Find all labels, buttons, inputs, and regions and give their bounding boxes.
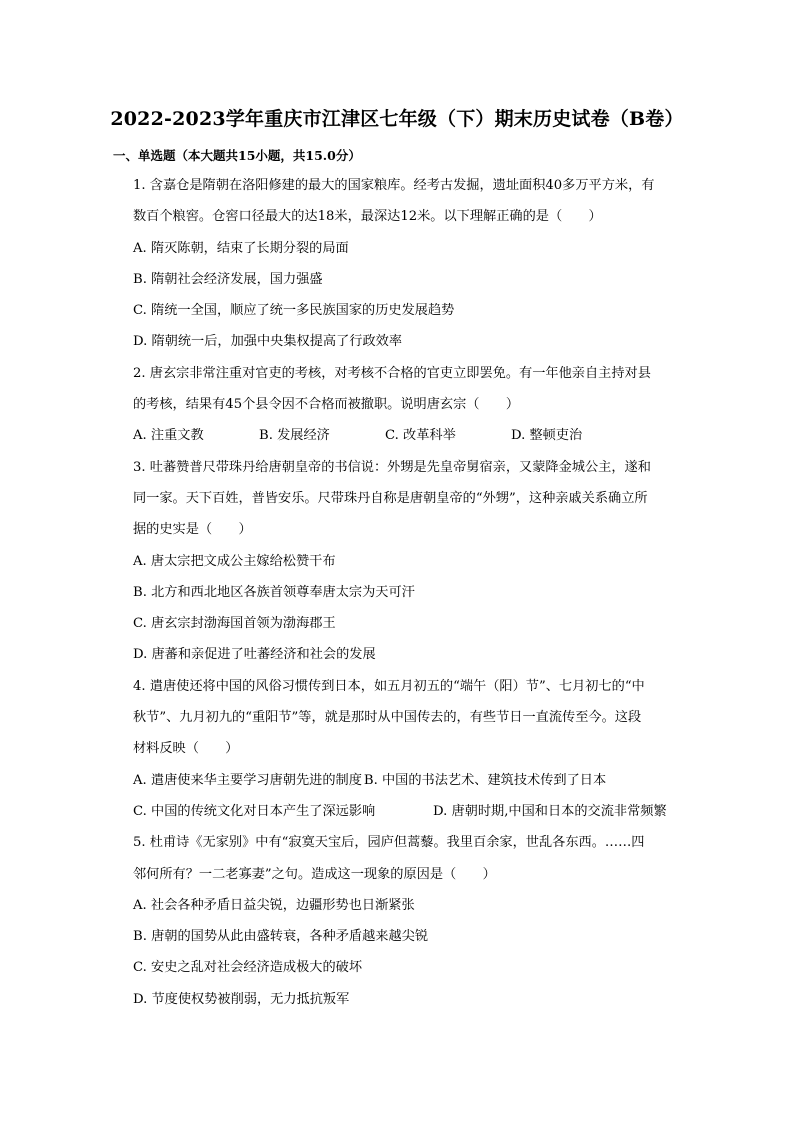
option-b: B. 中国的书法艺术、建筑技术传到了日本 <box>363 772 607 788</box>
option-c: C. 隋统一全国，顺应了统一多民族国家的历史发展趋势 <box>133 303 455 319</box>
question-text-line: 的考核，结果有45个县令因不合格而被撤职。说明唐玄宗（ ） <box>133 397 520 413</box>
question-text-line: 4. 遣唐使还将中国的风俗习惯传到日本，如五月初五的“端午（阳）节”、七月初七的“中 <box>133 678 645 694</box>
option-row <box>133 765 693 796</box>
question-1 <box>133 170 693 358</box>
question-text-line: 同一家。天下百姓，普皆安乐。尺带珠丹自称是唐朝皇帝的“外甥”，这种亲戚关系确立所 <box>133 490 648 506</box>
option-c: C. 中国的传统文化对日本产生了深远影响 <box>133 803 376 819</box>
question-text-line: 3. 吐蕃赞普尺带珠丹给唐朝皇帝的书信说：外甥是先皇帝舅宿亲，又蒙降金城公主，遂和 <box>133 459 651 475</box>
option-a: A. 唐太宗把文成公主嫁给松赞干布 <box>133 553 336 569</box>
question-4 <box>133 671 693 827</box>
option-b: B. 隋朝社会经济发展，国力强盛 <box>133 271 323 287</box>
question-text-line: 材料反映（ ） <box>133 741 239 757</box>
option-a: A. 社会各种矛盾日益尖锐，边疆形势也日渐紧张 <box>133 897 415 913</box>
option-d: D. 节度使权势被削弱，无力抵抗叛军 <box>133 991 350 1007</box>
option-a: A. 注重文教 <box>133 428 204 444</box>
option-d: D. 隋朝统一后，加强中央集权提高了行政效率 <box>133 334 403 350</box>
option-row <box>133 796 693 827</box>
option-d: D. 唐蕃和亲促进了吐蕃经济和社会的发展 <box>133 647 376 663</box>
question-text-line: 据的史实是（ ） <box>133 522 252 538</box>
question-text-line: 5. 杜甫诗《无家别》中有“寂寞天宝后，园庐但蒿藜。我里百余家，世乱各东西。……四 <box>133 835 645 851</box>
option-a: A. 遣唐使来华主要学习唐朝先进的制度 <box>133 772 362 788</box>
question-3 <box>133 452 693 671</box>
question-text-line: 1. 含嘉仓是隋朝在洛阳修建的最大的国家粮库。经考古发掘，遗址面积40多万平方米，有 <box>133 178 655 193</box>
page-title: 2022-2023学年重庆市江津区七年级（下）期末历史试卷（B卷） <box>110 108 684 130</box>
option-row <box>133 420 693 451</box>
option-c: C. 改革科举 <box>385 428 456 444</box>
option-c: C. 安史之乱对社会经济造成极大的破坏 <box>133 960 363 976</box>
question-list <box>133 170 693 1015</box>
question-text-line: 邻何所有？一二老寡妻”之句。造成这一现象的原因是（ ） <box>133 866 496 882</box>
section-heading: 一、单选题（本大题共15小题，共15.0分） <box>113 148 361 163</box>
option-d: D. 唐朝时期,中国和日本的交流非常频繁 <box>433 803 667 819</box>
question-text-line: 秋节”、九月初九的“重阳节”等，就是那时从中国传去的，有些节日一直流传至今。这段 <box>133 710 642 726</box>
option-b: B. 发展经济 <box>259 428 330 444</box>
question-text-line: 数百个粮窖。仓窖口径最大的达18米，最深达12米。以下理解正确的是（ ） <box>133 209 602 225</box>
option-b: B. 北方和西北地区各族首领尊奉唐太宗为天可汗 <box>133 584 415 600</box>
question-text-line: 2. 唐玄宗非常注重对官吏的考核，对考核不合格的官吏立即罢免。有一年他亲自主持对县 <box>133 365 651 381</box>
question-5 <box>133 827 693 1015</box>
option-b: B. 唐朝的国势从此由盛转衰，各种矛盾越来越尖锐 <box>133 929 429 945</box>
option-d: D. 整顿吏治 <box>511 428 583 444</box>
option-a: A. 隋灭陈朝，结束了长期分裂的局面 <box>133 240 349 256</box>
option-c: C. 唐玄宗封渤海国首领为渤海郡王 <box>133 616 336 632</box>
question-2 <box>133 358 693 452</box>
